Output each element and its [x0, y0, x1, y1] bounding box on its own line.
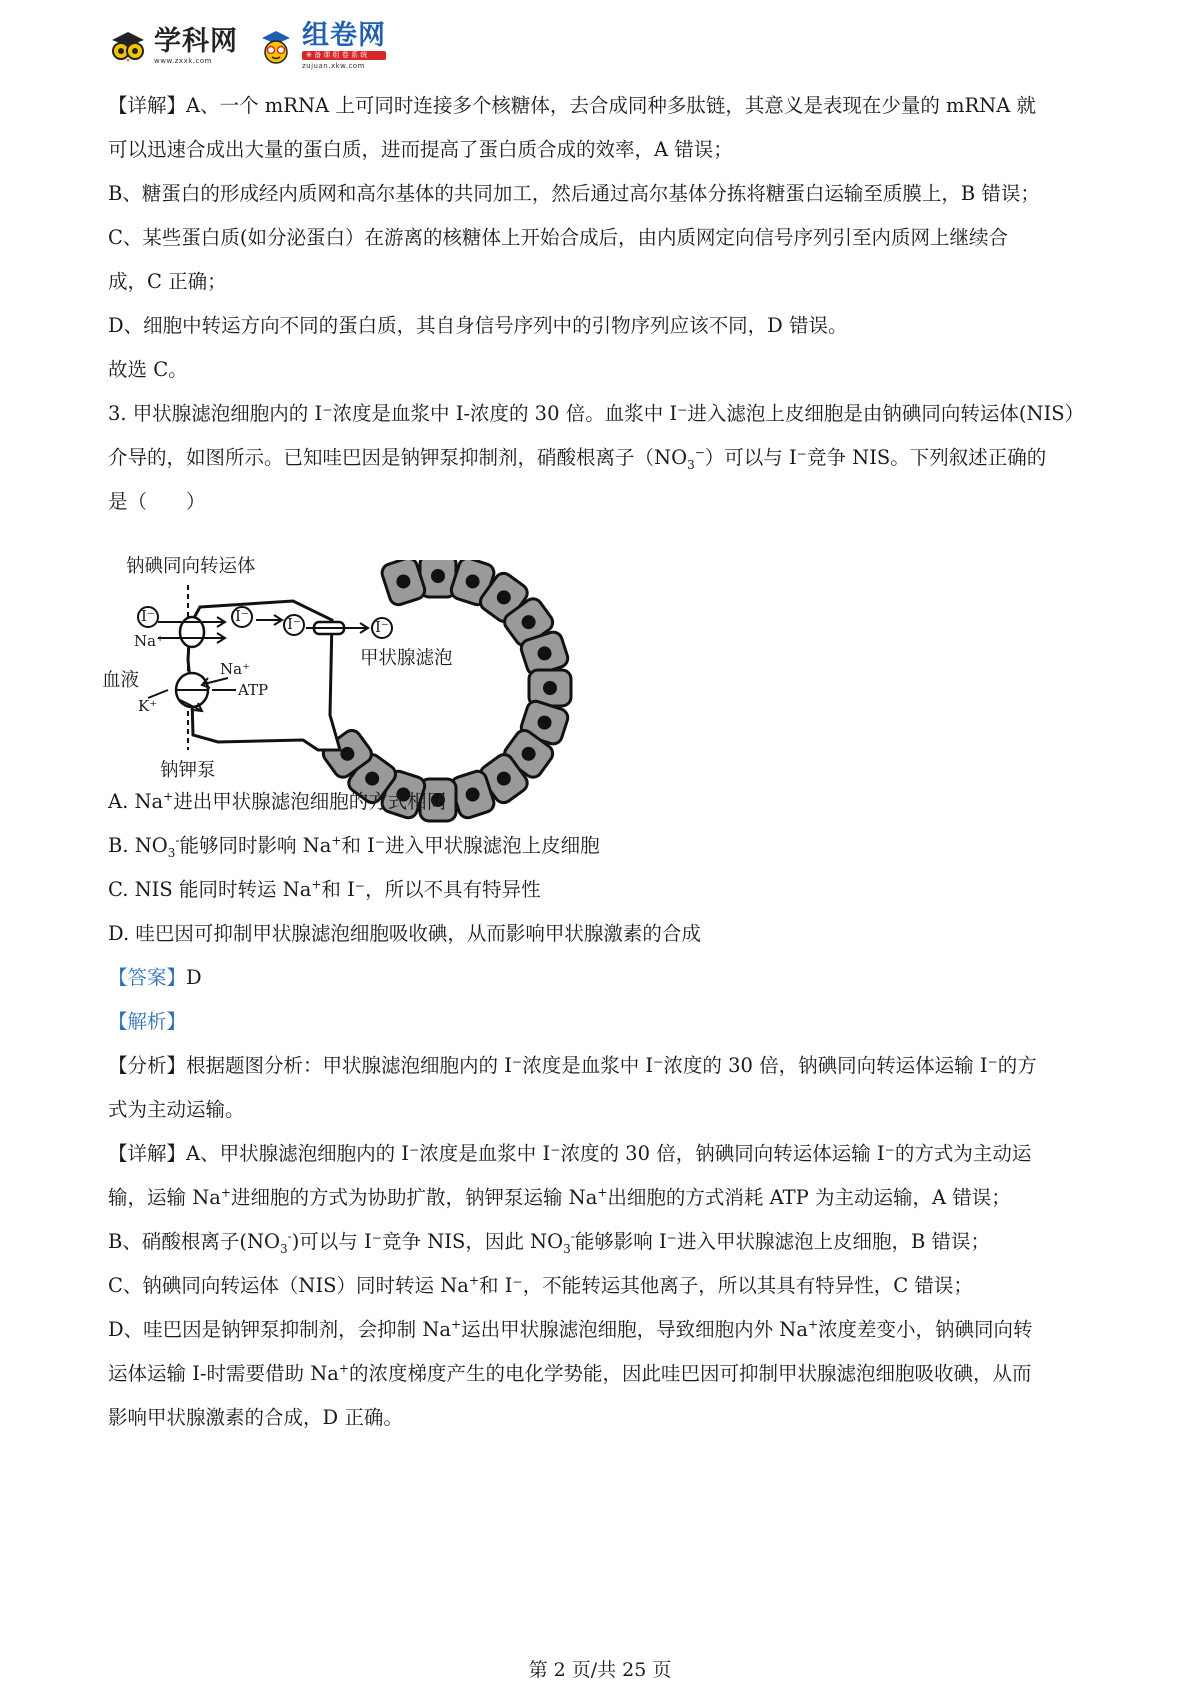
cell-nucleus — [466, 788, 480, 802]
detail-text: 输，运输 Na+进细胞的方式为协助扩散，钠钾泵运输 Na+出细胞的方式消耗 ATP 为主动运输，A 错误； — [108, 1185, 1011, 1209]
header — [108, 20, 386, 72]
cell-nucleus — [396, 574, 410, 588]
analysis-heading: 【解析】 — [108, 1010, 187, 1033]
zujuan-logo-text: 组卷网 — [302, 20, 386, 51]
ion-i: I⁻ — [141, 607, 155, 625]
text-line: 【详解】A、一个 mRNA 上可同时连接多个核糖体，去合成同种多肽链，其意义是表现在少量的 mRNA 就 — [108, 94, 1037, 117]
zxxk-logo — [108, 26, 238, 66]
text-line: 成，C 正确； — [108, 270, 227, 293]
ion-i: I⁻ — [375, 618, 389, 636]
question-3-stem: 3. 甲状腺滤泡细胞内的 I⁻浓度是血浆中 I-浓度的 30 倍。血浆中 I⁻进入滤泡上皮细胞是由钠碘同向转运体(NIS） — [108, 402, 1085, 425]
mascot-icon — [256, 26, 296, 66]
ion-i: I⁻ — [287, 615, 301, 633]
question-3-stem: 介导的，如图所示。已知哇巴因是钠钾泵抑制剂，硝酸根离子$(NO_3^-)$可以与 I⁻竞争 NIS。下列叙述正确的 — [108, 445, 1047, 472]
zujuan-logo-tag: ※ 备 课 组 卷 系 统 — [302, 51, 386, 60]
cell-nucleus — [497, 772, 511, 786]
cell-nucleus — [340, 747, 354, 761]
label-pump: 钠钾泵 — [160, 760, 216, 781]
cell-nucleus — [522, 747, 536, 761]
zujuan-logo-url: zujuan.xkw.com — [302, 62, 365, 70]
cell-nucleus — [466, 574, 480, 588]
text-line: C、某些蛋白质(如分泌蛋白）在游离的核糖体上开始合成后，由内质网定向信号序列引至内质网上继续合 — [108, 226, 1009, 249]
ion-k: K⁺ — [138, 697, 158, 715]
question-3-stem: 是（ ） — [108, 490, 206, 513]
owl-icon — [108, 26, 148, 66]
detail-text: B、硝酸根离子$(NO_3^-)$可以与 I⁻竞争 NIS，因此 $NO_3^-$能够影响 I⁻进入甲状腺滤泡上皮细胞，B 错误； — [108, 1229, 991, 1256]
cell-nucleus — [431, 569, 445, 583]
text-line: B、糖蛋白的形成经内质网和高尔基体的共同加工，然后通过高尔基体分拣将糖蛋白运输至质膜上，B 错误； — [108, 182, 1040, 205]
option-c: C. NIS 能同时转运 Na+和 I⁻，所以不具有特异性 — [108, 877, 541, 901]
detail-text: C、钠碘同向转运体（NIS）同时转运 Na+和 I⁻，不能转运其他离子，所以其具有特异性，C 错误； — [108, 1273, 973, 1297]
zxxk-logo-url: www.zxxk.com — [154, 56, 212, 65]
zujuan-logo — [256, 22, 386, 70]
text-line: 可以迅速合成出大量的蛋白质，进而提高了蛋白质合成的效率，A 错误； — [108, 138, 733, 161]
cell-nucleus — [538, 646, 552, 660]
analysis-text: 【分析】根据题图分析：甲状腺滤泡细胞内的 I⁻浓度是血浆中 I⁻浓度的 30 倍，钠碘同向转运体运输 I⁻的方 — [108, 1054, 1037, 1077]
detail-text: 运体运输 I-时需要借助 Na+的浓度梯度产生的电化学势能，因此哇巴因可抑制甲状腺滤泡细胞吸收碘，从而 — [108, 1361, 1032, 1385]
follicle-cells — [320, 560, 571, 821]
option-b: B. $NO_3^-$能够同时影响 Na+和 I⁻进入甲状腺滤泡上皮细胞 — [108, 833, 600, 860]
zxxk-logo-text: 学科网 — [154, 25, 238, 57]
analysis-text: 式为主动运输。 — [108, 1098, 245, 1121]
option-a: A. Na+进出甲状腺滤泡细胞的方式相同 — [108, 789, 447, 813]
option-d: D. 哇巴因可抑制甲状腺滤泡细胞吸收碘，从而影响甲状腺激素的合成 — [108, 922, 701, 945]
cell-nucleus — [365, 772, 379, 786]
detail-text: D、哇巴因是钠钾泵抑制剂，会抑制 Na+运出甲状腺滤泡细胞，导致细胞内外 Na+浓度差变小，钠碘同向转 — [108, 1317, 1033, 1341]
label-blood: 血液 — [102, 670, 140, 691]
page-number: 第 2 页/共 25 页 — [528, 1659, 672, 1681]
cell-nucleus — [497, 590, 511, 604]
label-follicle: 甲状腺滤泡 — [360, 648, 453, 669]
label-nis: 钠碘同向转运体 — [126, 556, 256, 577]
text-line: 故选 C。 — [108, 358, 188, 381]
detail-text: 【详解】A、甲状腺滤泡细胞内的 I⁻浓度是血浆中 I⁻浓度的 30 倍，钠碘同向转运体运输 I⁻的方式为主动运 — [108, 1142, 1032, 1165]
detail-text: 影响甲状腺激素的合成，D 正确。 — [108, 1406, 403, 1429]
ion-i: I⁻ — [235, 607, 249, 625]
cell-nucleus — [538, 716, 552, 730]
cell-nucleus — [543, 681, 557, 695]
ion-na: Na⁺ — [220, 660, 250, 678]
cell-nucleus — [522, 615, 536, 629]
text-line: D、细胞中转运方向不同的蛋白质，其自身信号序列中的引物序列应该不同，D 错误。 — [108, 314, 848, 337]
ion-na: Na⁺ — [134, 632, 164, 650]
atp-label: ATP — [238, 681, 269, 699]
answer: 【答案】D — [108, 966, 202, 989]
